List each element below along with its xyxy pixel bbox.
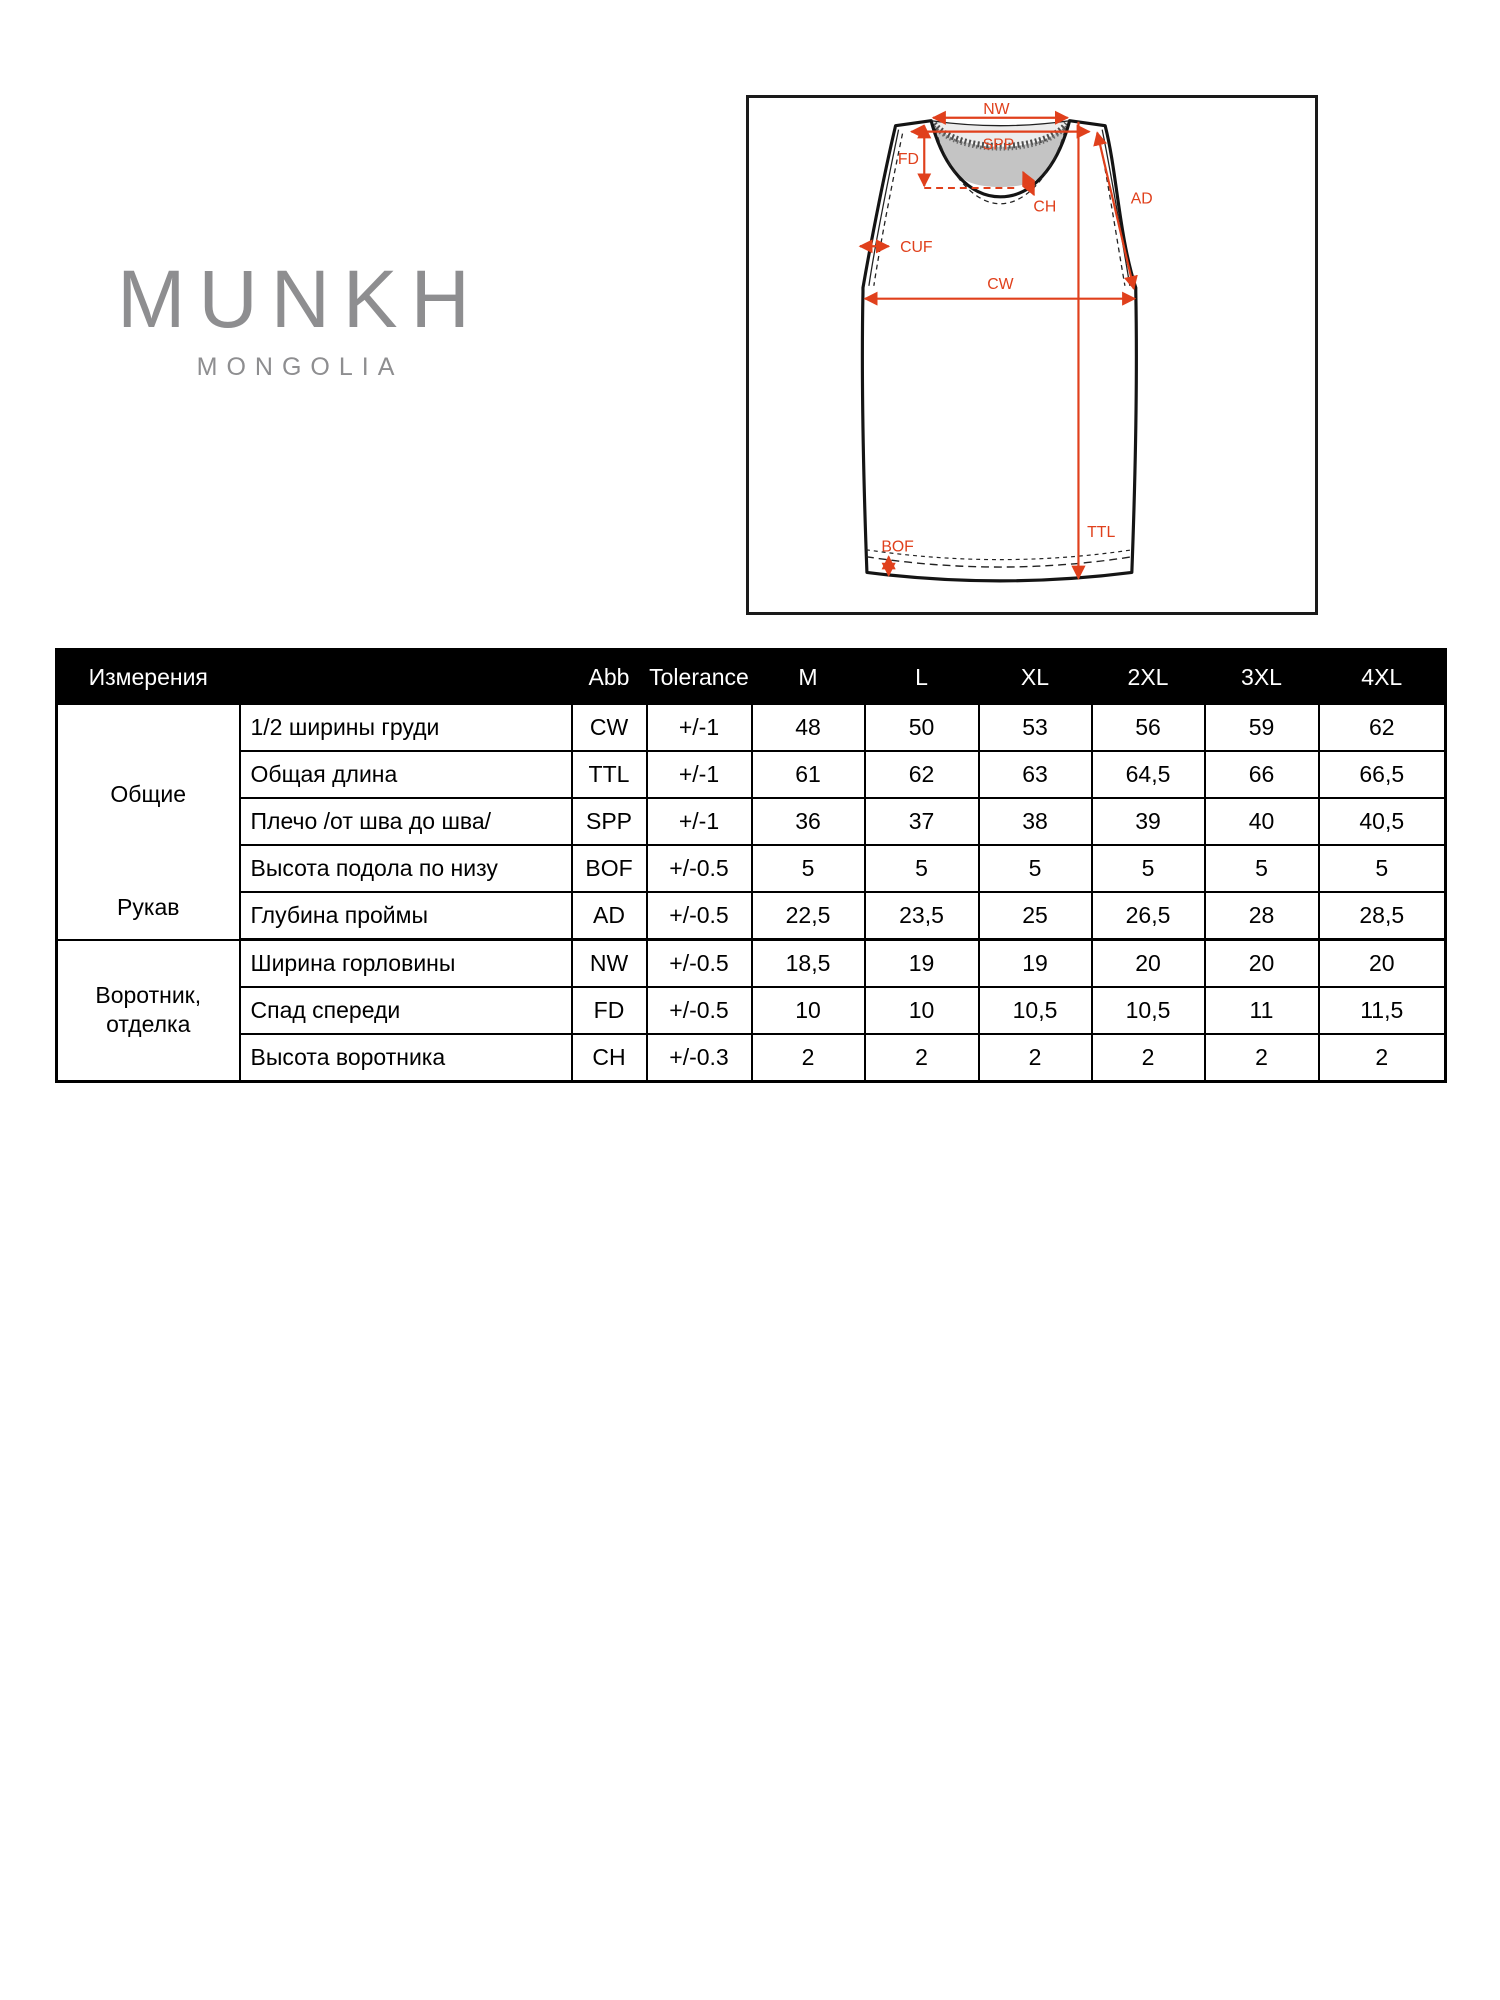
header-abb: Abb <box>572 650 647 705</box>
size-value: 5 <box>1205 845 1319 892</box>
header-size-4xl: 4XL <box>1319 650 1446 705</box>
measurement-name: Спад спереди <box>240 987 572 1034</box>
tolerance-value: +/-0.5 <box>647 987 752 1034</box>
abb-value: NW <box>572 940 647 988</box>
size-value: 20 <box>1319 940 1446 988</box>
size-value: 11,5 <box>1319 987 1446 1034</box>
table-row <box>57 798 1446 845</box>
size-value: 11 <box>1205 987 1319 1034</box>
size-value: 40,5 <box>1319 798 1446 845</box>
size-value: 2 <box>1319 1034 1446 1082</box>
abb-value: CW <box>572 704 647 751</box>
group-cell-general-sleeve <box>57 704 240 940</box>
brand-subtitle: MONGOLIA <box>196 353 404 382</box>
size-value: 10 <box>752 987 865 1034</box>
size-value: 53 <box>979 704 1092 751</box>
size-value: 48 <box>752 704 865 751</box>
size-value: 5 <box>979 845 1092 892</box>
size-value: 39 <box>1092 798 1205 845</box>
size-value: 2 <box>865 1034 979 1082</box>
measurement-name: Глубина проймы <box>240 892 572 940</box>
spp-label: SPP <box>982 136 1015 154</box>
tolerance-value: +/-0.5 <box>647 940 752 988</box>
brand-logo <box>100 255 500 382</box>
size-value: 5 <box>752 845 865 892</box>
size-value: 10 <box>865 987 979 1034</box>
size-value: 38 <box>979 798 1092 845</box>
table-row <box>57 751 1446 798</box>
table-row <box>57 845 1446 892</box>
group-label-general: Общие <box>110 781 187 807</box>
table-row <box>57 704 1446 751</box>
abb-value: SPP <box>572 798 647 845</box>
measurement-name: Высота подола по низу <box>240 845 572 892</box>
brand-name: MUNKH <box>117 254 483 345</box>
tolerance-value: +/-0.3 <box>647 1034 752 1082</box>
measurement-name: Ширина горловины <box>240 940 572 988</box>
table-row <box>57 987 1446 1034</box>
size-value: 37 <box>865 798 979 845</box>
tolerance-value: +/-0.5 <box>647 892 752 940</box>
tolerance-value: +/-0.5 <box>647 845 752 892</box>
size-value: 66,5 <box>1319 751 1446 798</box>
size-value: 62 <box>1319 704 1446 751</box>
ttl-label: TTL <box>1087 523 1116 541</box>
group-label-sleeve: Рукав <box>117 894 180 920</box>
table-row <box>57 940 1446 988</box>
size-value: 19 <box>979 940 1092 988</box>
measurement-name: Общая длина <box>240 751 572 798</box>
bof-label: BOF <box>881 538 914 556</box>
table-row <box>57 892 1446 940</box>
size-value: 5 <box>865 845 979 892</box>
size-value: 28,5 <box>1319 892 1446 940</box>
size-value: 22,5 <box>752 892 865 940</box>
size-value: 19 <box>865 940 979 988</box>
size-value: 23,5 <box>865 892 979 940</box>
size-value: 66 <box>1205 751 1319 798</box>
cuf-label: CUF <box>900 239 933 257</box>
size-value: 61 <box>752 751 865 798</box>
group-cell-collar <box>57 940 240 1082</box>
header-size-2xl: 2XL <box>1092 650 1205 705</box>
header-size-l: L <box>865 650 979 705</box>
abb-value: CH <box>572 1034 647 1082</box>
size-value: 64,5 <box>1092 751 1205 798</box>
abb-value: AD <box>572 892 647 940</box>
header-spacer <box>240 650 572 705</box>
header-size-xl: XL <box>979 650 1092 705</box>
group-label-collar-line1: Воротник, <box>95 982 202 1009</box>
abb-value: BOF <box>572 845 647 892</box>
size-chart-table <box>55 648 1447 1083</box>
header-size-3xl: 3XL <box>1205 650 1319 705</box>
measurement-name: 1/2 ширины груди <box>240 704 572 751</box>
size-value: 26,5 <box>1092 892 1205 940</box>
size-value: 20 <box>1092 940 1205 988</box>
garment-outline <box>862 121 1136 581</box>
size-value: 5 <box>1092 845 1205 892</box>
size-value: 18,5 <box>752 940 865 988</box>
tolerance-value: +/-1 <box>647 798 752 845</box>
header-measurements: Измерения <box>57 650 240 705</box>
size-value: 62 <box>865 751 979 798</box>
size-value: 28 <box>1205 892 1319 940</box>
table-header-row <box>57 650 1446 705</box>
size-value: 2 <box>752 1034 865 1082</box>
size-value: 10,5 <box>979 987 1092 1034</box>
measurement-name: Плечо /от шва до шва/ <box>240 798 572 845</box>
size-value: 2 <box>979 1034 1092 1082</box>
size-value: 36 <box>752 798 865 845</box>
header-tolerance: Tolerance <box>647 650 752 705</box>
tank-top-drawing <box>749 98 1315 612</box>
table-row <box>57 1034 1446 1082</box>
cw-label: CW <box>987 275 1014 293</box>
ch-label: CH <box>1033 198 1057 216</box>
size-value: 5 <box>1319 845 1446 892</box>
nw-label: NW <box>983 100 1010 118</box>
abb-value: TTL <box>572 751 647 798</box>
header-size-m: M <box>752 650 865 705</box>
size-value: 40 <box>1205 798 1319 845</box>
fd-label: FD <box>897 151 919 169</box>
size-value: 10,5 <box>1092 987 1205 1034</box>
tolerance-value: +/-1 <box>647 751 752 798</box>
measurement-name: Высота воротника <box>240 1034 572 1082</box>
garment-diagram <box>746 95 1318 615</box>
size-value: 63 <box>979 751 1092 798</box>
size-value: 2 <box>1092 1034 1205 1082</box>
size-value: 2 <box>1205 1034 1319 1082</box>
size-value: 50 <box>865 704 979 751</box>
group-label-collar-line2: отделка <box>106 1011 191 1038</box>
ad-label: AD <box>1130 190 1153 208</box>
size-value: 20 <box>1205 940 1319 988</box>
size-value: 25 <box>979 892 1092 940</box>
abb-value: FD <box>572 987 647 1034</box>
size-value: 59 <box>1205 704 1319 751</box>
tolerance-value: +/-1 <box>647 704 752 751</box>
size-value: 56 <box>1092 704 1205 751</box>
